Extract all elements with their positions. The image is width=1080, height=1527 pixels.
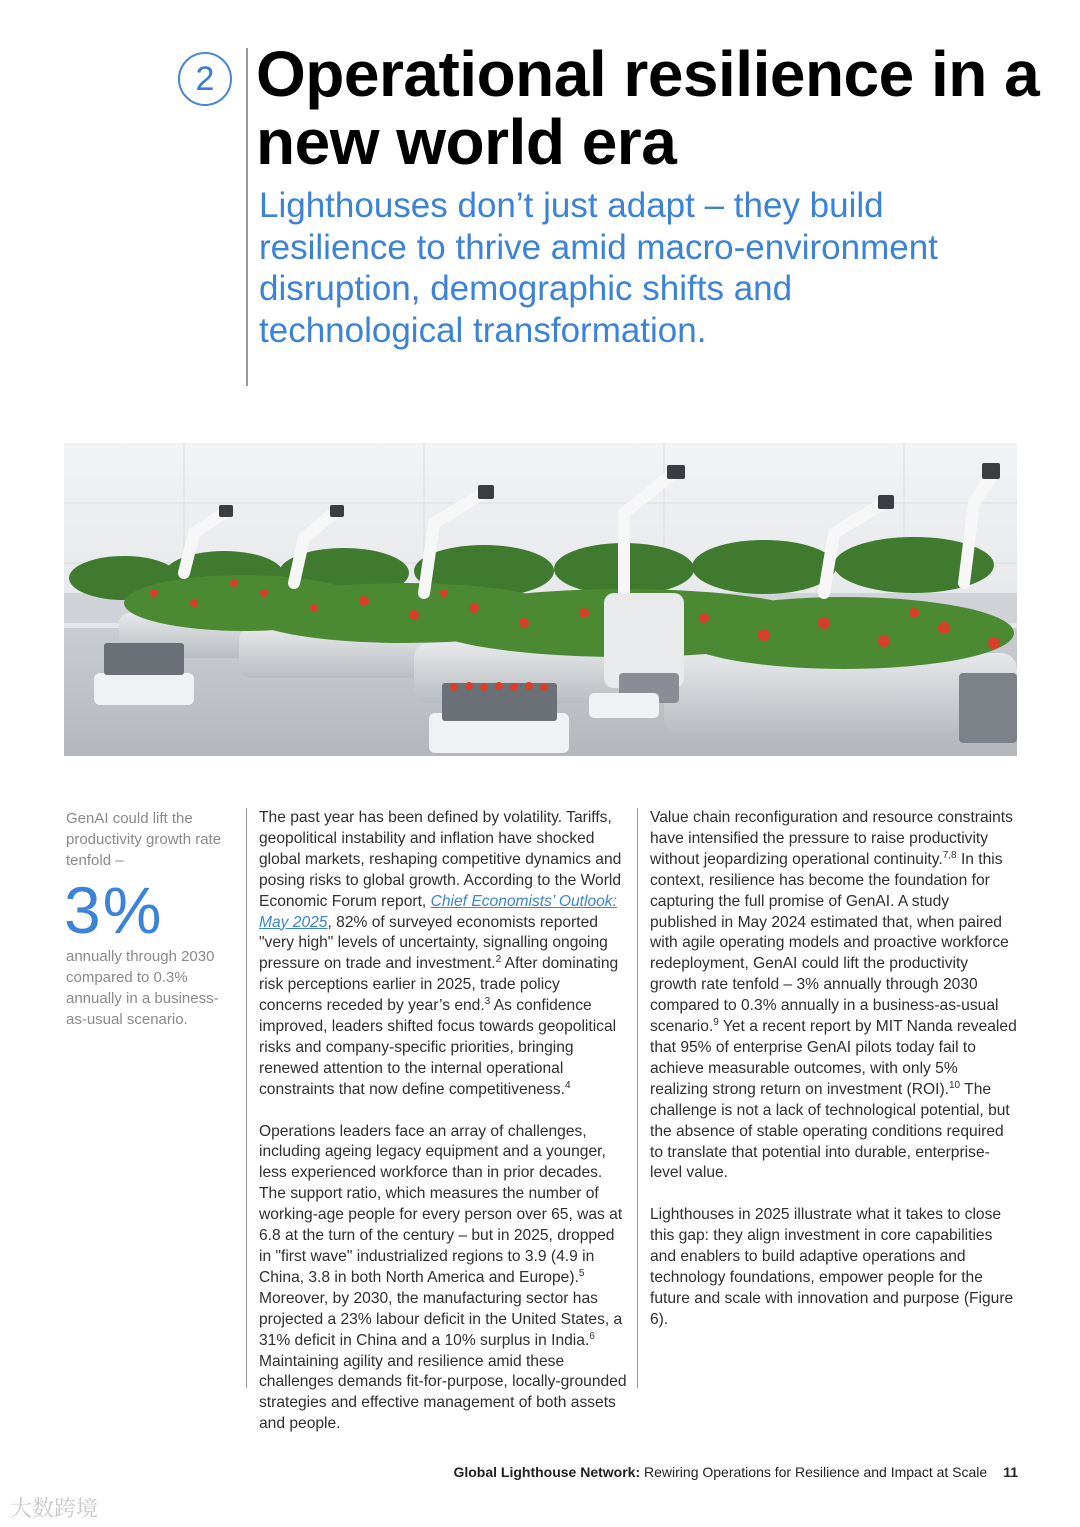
page-footer (453, 1464, 1018, 1480)
sidebar-stat-outro: annually through 2030 compared to 0.3% annually in a business-as-usual scenario. (66, 948, 219, 1028)
chief-economists-outlook-link[interactable]: Chief Economists’ Outlook: May 2025 (259, 892, 617, 931)
footer-report-subtitle: Rewiring Operations for Resilience and Impact at Scale (640, 1464, 988, 1480)
sidebar-stat-intro: GenAI could lift the productivity growth rate tenfold – (66, 810, 222, 869)
body-paragraph-4: Lighthouses in 2025 illustrate what it takes to close this gap: they align investment in core capabilities and enablers to build adaptive operations and technology foundations, empower people for the future and scale with innovation and purpose (Figure 6). (650, 1206, 1014, 1328)
chapter-number-badge: 2 (178, 52, 232, 106)
footer-report-title: Global Lighthouse Network: (453, 1464, 641, 1480)
body-column-right (650, 808, 1018, 1352)
body-paragraph-3: Value chain reconfiguration and resource constraints have intensified the pressure to raise productivity without jeopardizing operational continuity.$^{7,8}$ In this context, resilience has become the foundation for capturing the full promise of GenAI. A study published in May 2024 estimated that, when paired with agile operating models and proactive workforce redeployment, GenAI could lift the productivity growth rate tenfold – 3% annually through 2030 compared to 0.3% annually in a business-as-usual scenario.$^9$ Yet a recent report by MIT Nanda revealed that 95% of enterprise GenAI pilots today fail to achieve measurable outcomes, with only 5% realizing strong return on investment (ROI).$^{10}$ The challenge is not a lack of technological potential, but the absence of stable operating conditions required to translate that potential into durable, enterprise-level value. (650, 809, 1017, 1182)
page-number: 11 (1003, 1464, 1018, 1480)
body-paragraph-2: Operations leaders face an array of challenges, including ageing legacy equipment and a younger, less experienced workforce than in prior decades. The support ratio, which measures the number of working-age people for every person over 65, was at 6.8 at the turn of the century – but in 2025, dropped in "first wave" industrialized regions to 3.9 (4.9 in China, 3.8 in both North America and Europe).$^5$ Moreover, by 2030, the manufacturing sector has projected a 23% labour deficit in the United States, a 31% deficit in China and a 10% surplus in India.$^6$ Maintaining agility and resilience amid these challenges demands fit-for-purpose, locally-grounded strategies and effective management of both assets and people. (259, 1122, 627, 1433)
title-divider (246, 48, 248, 386)
column-divider-left (246, 808, 247, 1388)
column-divider-right (637, 808, 638, 1388)
page-subtitle: Lighthouses don’t just adapt – they build resilience to thrive amid macro-environment disruption, demographic shifts and technological transformation. (259, 186, 938, 350)
page-title: Operational resilience in a new world era (256, 38, 1040, 178)
sidebar-stat-value: 3% (64, 873, 164, 947)
hero-image-greenhouse-robots (64, 443, 1017, 756)
watermark: 大数跨境 (10, 1496, 99, 1521)
body-column-left (259, 808, 627, 1456)
body-paragraph-1: The past year has been defined by volatility. Tariffs, geopolitical instability and inflation have shocked global markets, reshaping competitive dynamics and posing risks to global growth. According to the World Economic Forum report, Chief Economists’ Outlook: May 2025, 82% of surveyed economists reported "very high" levels of uncertainty, signalling ongoing pressure on trade and investment.$^2$ After dominating risk perceptions earlier in 2025, trade policy concerns receded by year’s end.$^3$ As confidence improved, leaders shifted focus towards geopolitical risks and company-specific priorities, bringing renewed attention to the internal operational constraints that now define competitiveness.$^4$ (259, 809, 622, 1098)
